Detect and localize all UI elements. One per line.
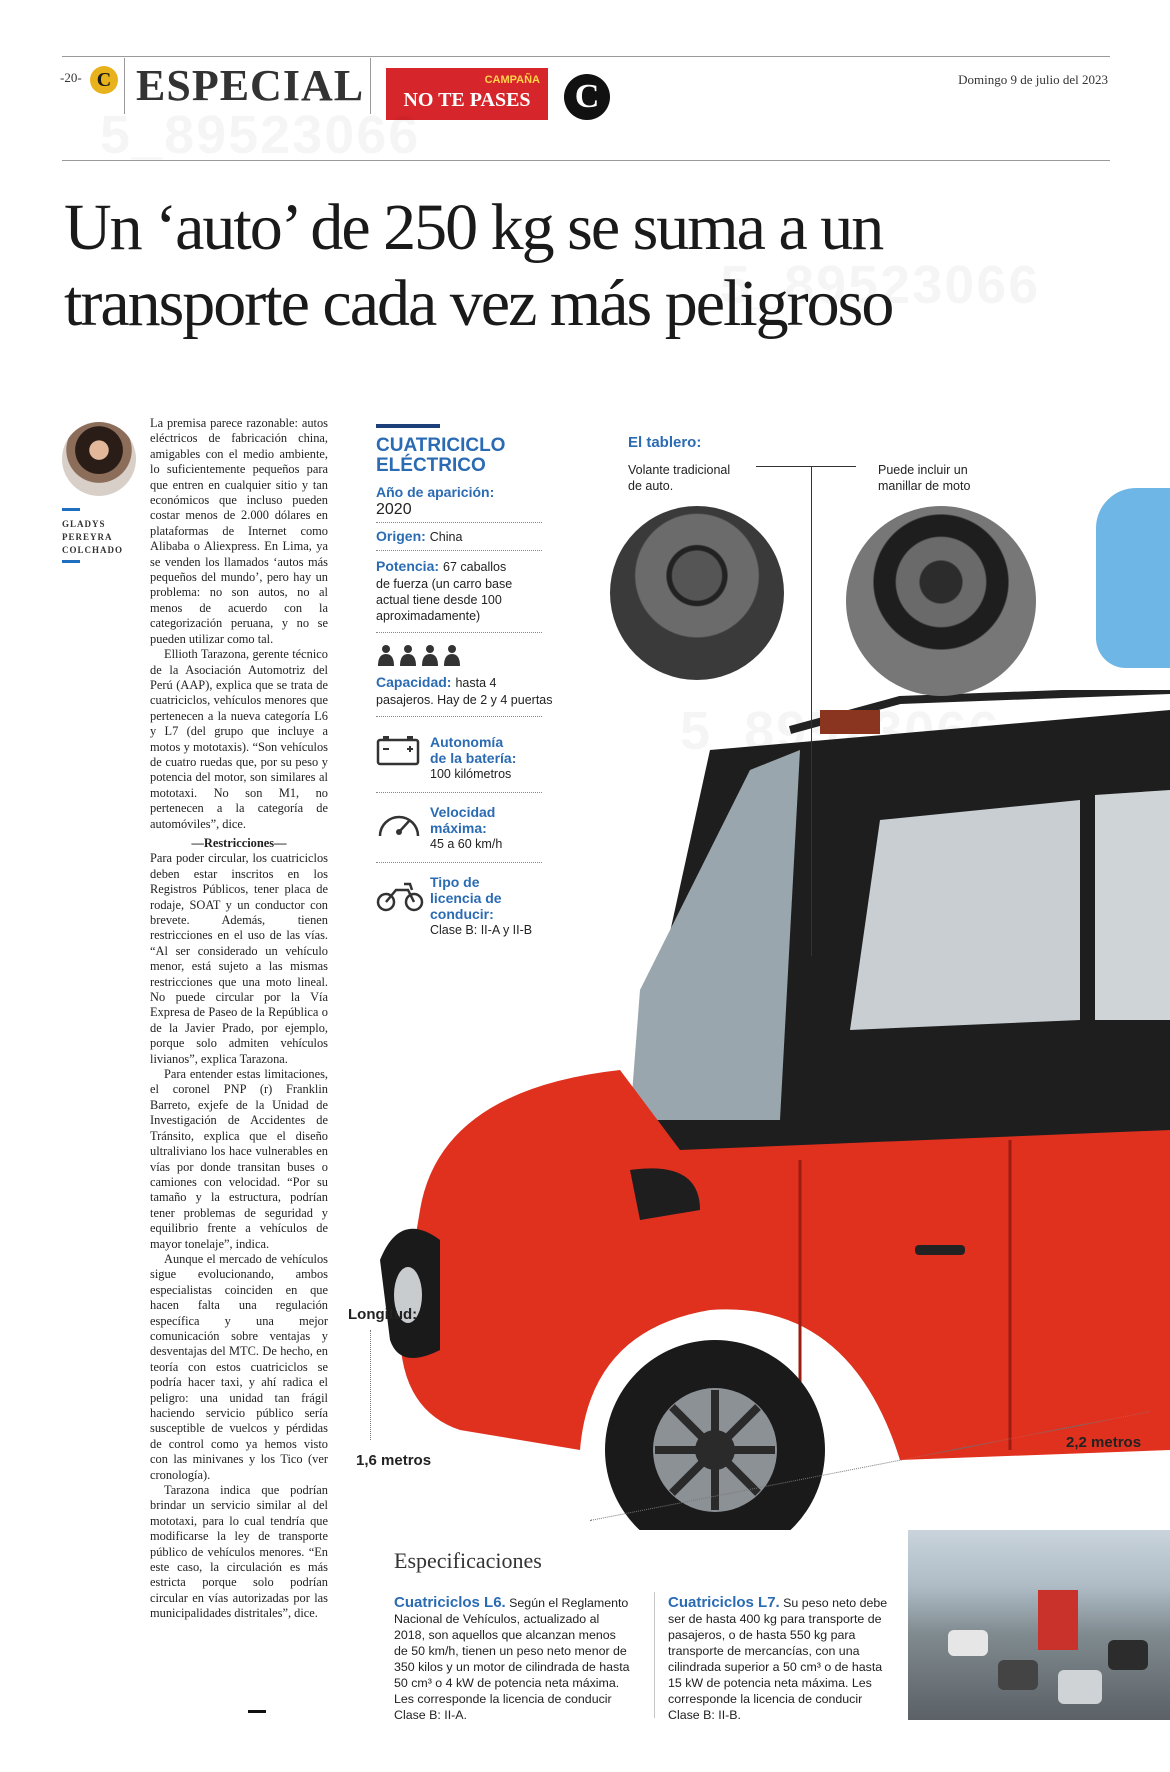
issue-date: Domingo 9 de julio del 2023 — [958, 72, 1108, 87]
l6-title: Cuatriciclos L6. — [394, 1594, 506, 1611]
battery-label-2: de la batería: — [430, 750, 517, 766]
l7-title: Cuatriciclos L7. — [668, 1594, 780, 1611]
l7-text: Su peso neto debe ser de hasta 400 kg para transporte de pasajeros, o de hasta 550 kg para transporte de mercancías, con una cilindrada superior a 50 cm³ o de hasta 15 kW de potencia neta máxima. Les corresponde la licencia de conducir Clase B: II-B. — [668, 1596, 888, 1722]
divider — [376, 522, 542, 523]
divider — [376, 632, 542, 633]
power-value-2: de fuerza (un carro base — [376, 577, 513, 591]
power-value-4: aproximadamente) — [376, 609, 481, 623]
article-paragraph: Aunque el mercado de vehículos sigue evolucionando, ambos especialistas coinciden en que hacen falta una regulación específica y una mejor comunicación sobre ventajas y desventajas del MTC. De hecho, en teoría con estos cuatriciclos se podría hacer taxi, y ahí radica el peligro: una unidad tan frágil haciendo servicio público sería susceptible de vuelcos y pérdidas de control como ya hemos visto con las minivanes y los Tico (ver cronología). — [150, 1251, 328, 1482]
motorcycle-icon — [376, 876, 424, 912]
logo-icon: C — [90, 66, 118, 94]
capacity-block — [376, 674, 556, 708]
height-guide — [370, 1330, 371, 1440]
battery-icon — [376, 734, 420, 766]
spec-title-line-1: CUATRICICLO — [376, 435, 506, 456]
person-icon — [376, 644, 466, 668]
handlebar-photo — [846, 506, 1036, 696]
watermark — [100, 104, 420, 166]
car-shape — [1058, 1670, 1102, 1704]
capacity-label: Capacidad: — [376, 674, 452, 690]
spec-rule — [376, 424, 440, 428]
power-label: Potencia: — [376, 558, 440, 574]
article-paragraph: La premisa parece razonable: autos eléctricos de fabricación china, amigables con el medio ambiente, lo suficientemente pequeños para que entren en cualquier sitio y tan económicos que incluso pueden costar menos de 2.000 dólares en plataformas de Internet como Alibaba o Aliexpress. En Lima, ya se venden los llamados ‘autos más pequeños del mundo’, pero hay un problema: no son autos, no al menos de acuerdo con la categorización peruana, y no se pueden utilizar como tal. — [150, 416, 328, 646]
origin-value: China — [429, 530, 463, 544]
power-value-1: 67 caballos — [443, 560, 507, 574]
brand-logo-icon: C — [564, 74, 610, 120]
callout-line — [811, 466, 812, 956]
l6-text: Según el Reglamento Nacional de Vehículos, actualizado al 2018, son aquellos que alcanzan menos de 50 km/h, tienen un peso neto menor de 350 kilos y un motor de cilindrada de hasta 50 cm³ o 4 kW de potencia neta máxima. Les corresponde la licencia de conducir Clase B: II-A. — [394, 1596, 630, 1722]
callout-line — [756, 466, 856, 467]
dashboard-note-1 — [628, 462, 730, 494]
divider — [376, 792, 542, 793]
license-value: Clase B: II-A y II-B — [430, 923, 533, 937]
license-label-2: licencia de — [430, 890, 502, 906]
license-label-1: Tipo de — [430, 874, 480, 890]
campaign-small-label: CAMPAÑA — [484, 74, 540, 86]
article-paragraph: Para poder circular, los cuatriciclos deben estar inscritos en los Registros Públicos, tener placa de rodaje, SOAT y un conductor con brevete. Además, tienen restricciones en el uso de las vías. “Al ser considerado un vehículo menor, está sujeto a las mismas restricciones que una moto lineal. No puede circular por la Vía Expresa de Paseo de la República o de la Javier Prado, por ejemplo, porque solo admiten vehículos livianos”, explica Tarazona. — [150, 851, 328, 1066]
headline-line-2: transporte cada vez más peligroso — [64, 267, 893, 340]
bus-shape — [1038, 1590, 1078, 1650]
speed-value: 45 a 60 km/h — [430, 837, 503, 851]
article-subhead: —Restricciones— — [191, 835, 287, 850]
steering-wheel-photo — [610, 506, 784, 680]
battery-block — [430, 734, 516, 782]
speed-label-2: máxima: — [430, 820, 487, 836]
battery-label-1: Autonomía — [430, 734, 504, 750]
license-label-3: conducir: — [430, 906, 494, 922]
dashboard-note-2 — [878, 462, 970, 494]
author-byline — [62, 518, 152, 557]
divider — [376, 862, 542, 863]
origin-label: Origen: — [376, 528, 426, 544]
license-block — [430, 874, 532, 938]
dashboard-note-2-line-1: Puede incluir un — [878, 463, 968, 477]
height-dimension: 1,6 metros — [356, 1452, 432, 1469]
dashboard-note-1-line-2: de auto. — [628, 479, 674, 493]
capacity-value-1: hasta 4 — [455, 676, 497, 690]
author-rule — [62, 560, 80, 563]
page-number: -20- — [60, 70, 82, 85]
campaign-label: NO TE PASES — [403, 89, 531, 111]
author-name-1: GLADYS — [62, 519, 106, 529]
speedometer-icon — [376, 806, 422, 840]
author-name-2: PEREYRA — [62, 532, 113, 542]
year-label: Año de aparición: — [376, 484, 495, 500]
power-block — [376, 558, 546, 624]
article-paragraph: Para entender estas limitaciones, el coronel PNP (r) Franklin Barreto, exjefe de la Unidad de Investigación de Accidentes de Tránsito, explica que el diseño ultraliviano los hace vulnerables en vías por donde transitan buses o camiones con velocidad. “Por su tamaño y la estructura, podrían tener problemas de seguridad y equilibrio frente a vehículos de mayor tonelaje”, indica. — [150, 1067, 328, 1251]
headline — [64, 190, 1134, 342]
article-body — [150, 416, 328, 1622]
end-mark — [248, 1710, 266, 1713]
car-shape — [998, 1660, 1038, 1690]
dashboard-note-1-line-1: Volante tradicional — [628, 463, 731, 477]
car-shape — [948, 1630, 988, 1656]
headline-line-1: Un ‘auto’ de 250 kg se suma a un — [64, 191, 883, 264]
specifications-title: Especificaciones — [394, 1548, 542, 1573]
dashboard-label: El tablero: — [628, 434, 702, 451]
blue-car-image — [1096, 488, 1170, 668]
author-avatar — [62, 422, 136, 496]
spec-title-line-2: ELÉCTRICO — [376, 455, 486, 476]
length-label: Longitud: — [348, 1306, 418, 1323]
author-rule — [62, 508, 80, 511]
car-shape — [1108, 1640, 1148, 1670]
article-paragraph: Ellioth Tarazona, gerente técnico de la Asociación Automotriz del Perú (AAP), explica que se trata de cuatriciclos, vehículos menores que pertenecen a la nueva categoría L6 y L7 (del grupo que incluye a motos y mototaxis). “Son vehículos de cuatro ruedas que, por su peso y potencia del motor, son similares al mototaxi. No son M1, no pertenecen a la categoría de automóviles”, dice. — [150, 647, 328, 831]
column-divider — [654, 1592, 655, 1718]
battery-value: 100 kilómetros — [430, 767, 512, 781]
capacity-value-2: pasajeros. Hay de 2 y 4 puertas — [376, 693, 553, 707]
power-value-3: actual tiene desde 100 — [376, 593, 502, 607]
spec-title — [376, 436, 505, 476]
spec-l7 — [668, 1594, 890, 1723]
length-dimension: 2,2 metros — [1066, 1434, 1142, 1451]
section-title: ESPECIAL — [136, 61, 365, 110]
origin-row — [376, 528, 462, 546]
dashboard-note-2-line-2: manillar de moto — [878, 479, 971, 493]
article-paragraph: Tarazona indica que podrían brindar un servicio similar al del mototaxi, para lo cual tendría que modificarse la ley de transporte público de vehículos menores. “En este caso, la circulación es más estricta porque solo podrían circular en vías autorizadas por las municipalidades distritales”, dice. — [150, 1483, 328, 1621]
speed-label-1: Velocidad — [430, 804, 496, 820]
speed-block — [430, 804, 502, 852]
author-name-3: COLCHADO — [62, 545, 124, 555]
divider — [376, 716, 542, 717]
year-value: 2020 — [376, 501, 412, 518]
traffic-photo — [908, 1530, 1170, 1720]
spec-l6 — [394, 1594, 630, 1723]
header-top-rule — [62, 56, 1110, 57]
divider — [376, 550, 542, 551]
